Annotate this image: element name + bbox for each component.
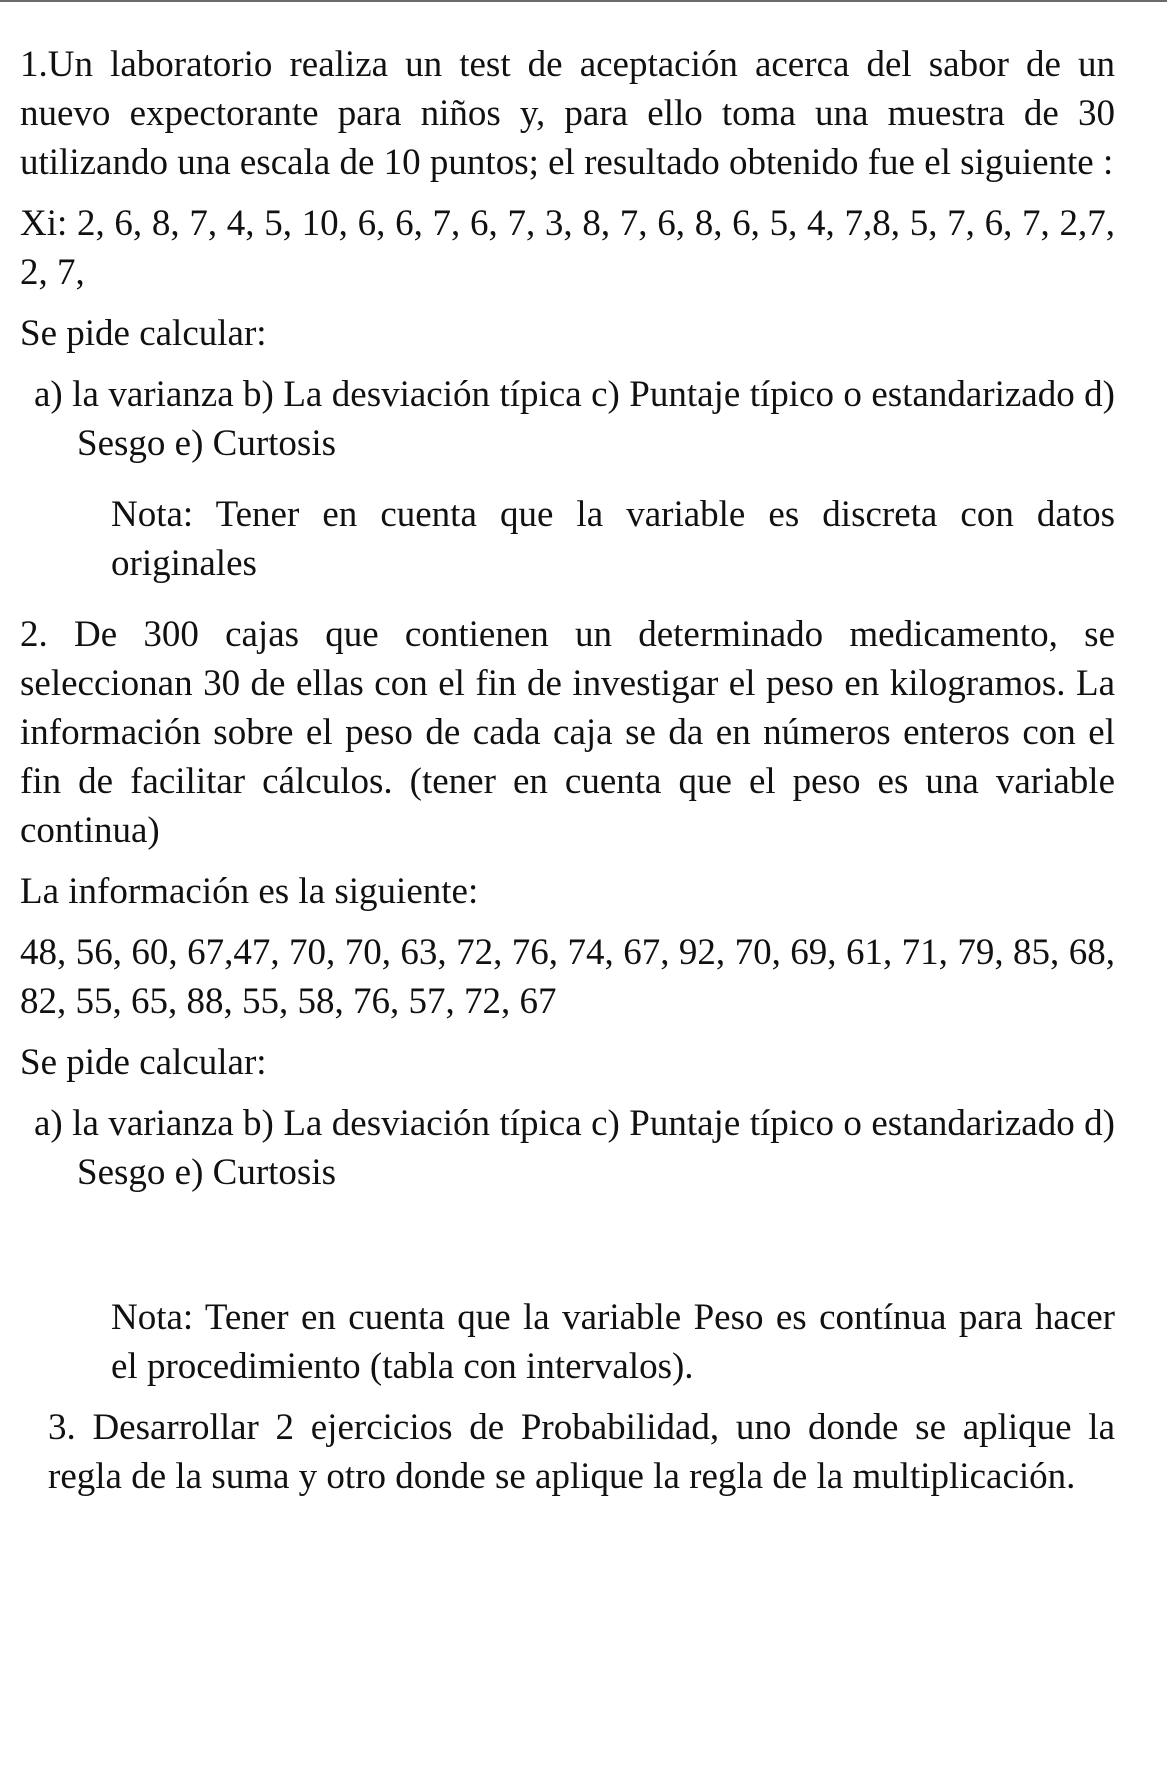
q3-text: 3. Desarrollar 2 ejercicios de Probabilidad, uno donde se aplique la regla de la suma y otro donde se aplique la regla de la multiplicación. [48,1407,1115,1497]
q2-info: La información es la siguiente: [20,871,479,912]
q2-ask: Se pide calcular: [20,1042,267,1083]
q1-data: Xi: 2, 6, 8, 7, 4, 5, 10, 6, 6, 7, 6, 7, 3, 8, 7, 6, 8, 6, 5, 4, 7,8, 5, 7, 6, 7, 2,7, 2, 7, [20,203,1115,293]
q2-intro: 2. De 300 cajas que contienen un determinado medicamento, se seleccionan 30 de ellas con el fin de investigar el peso en kilogramos. La información sobre el peso de cada caja se da en números enteros con el fin de facilitar cálculos. (tener en cuenta que el peso es una variable continua) [20,614,1115,851]
q1-intro: 1.Un laboratorio realiza un test de aceptación acerca del sabor de un nuevo expectorante para niños y, para ello toma una muestra de 30 utilizando una escala de 10 puntos; el resultado obtenido fue el siguiente : [20,44,1115,183]
top-divider [0,0,1167,2]
q1-items: a) la varianza b) La desviación típica c) Puntaje típico o estandarizado d) Sesgo e) Curtosis [34,374,1115,464]
q2-note: Nota: Tener en cuenta que la variable Peso es contínua para hacer el procedimiento (tabla con intervalos). [111,1297,1115,1387]
q2-items: a) la varianza b) La desviación típica c) Puntaje típico o estandarizado d) Sesgo e) Curtosis [34,1103,1115,1193]
document-body [20,40,1115,1501]
q1-ask: Se pide calcular: [20,313,267,354]
q1-note: Nota: Tener en cuenta que la variable es discreta con datos originales [111,494,1115,584]
q2-data: 48, 56, 60, 67,47, 70, 70, 63, 72, 76, 74, 67, 92, 70, 69, 61, 71, 79, 85, 68, 82, 55, 65, 88, 55, 58, 76, 57, 72, 67 [20,932,1115,1022]
